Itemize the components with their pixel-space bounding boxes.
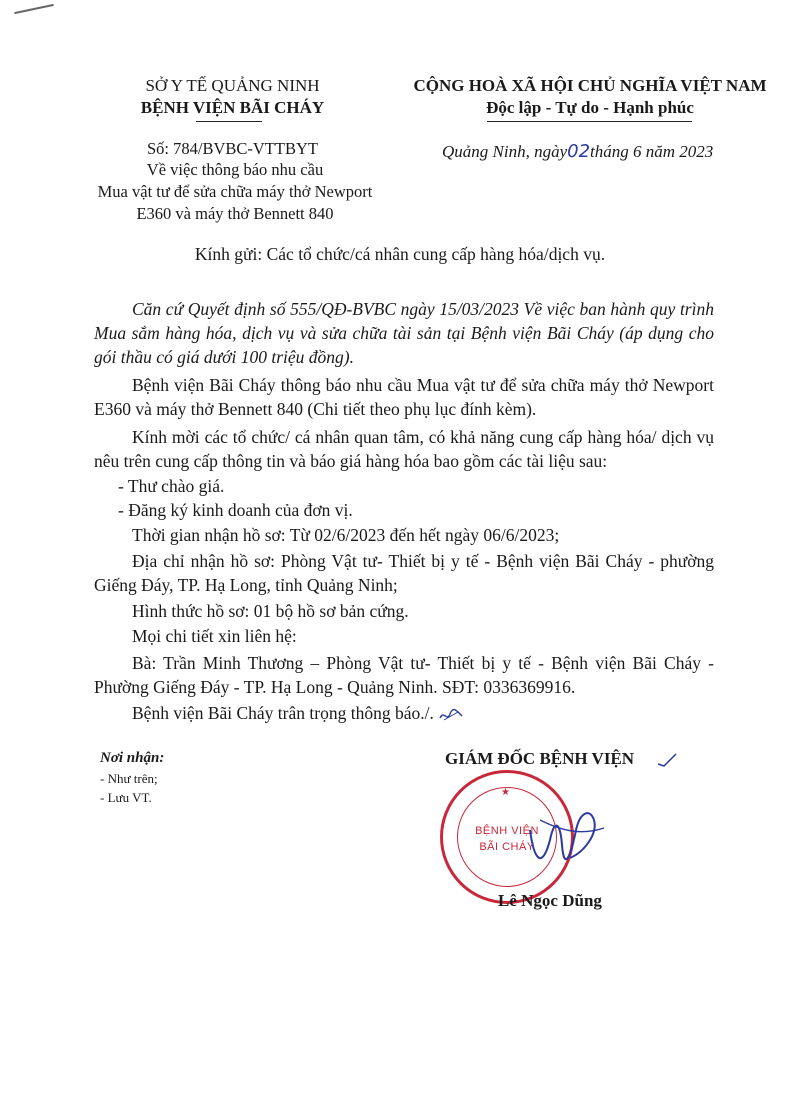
doc-number: Số: 784/BVBC-VTTBYT (147, 139, 318, 158)
nation-title: CỘNG HOÀ XÃ HỘI CHỦ NGHĨA VIỆT NAM (413, 76, 767, 95)
subject-line-2: Mua vật tư để sửa chữa máy thở Newport (97, 182, 373, 201)
signature-title: GIÁM ĐỐC BỆNH VIỆN (445, 749, 635, 768)
motto: Độc lập - Tự do - Hạnh phúc (486, 98, 694, 117)
basis-paragraph: Căn cứ Quyết định số 555/QĐ-BVBC ngày 15/03/2023 Về việc ban hành quy trình Mua sắm hàng hóa, dịch vụ và sửa chữa tài sản tại Bệnh viện Bãi Cháy (áp dụng cho gói thầu có giá dưới 100 triệu đồng). (94, 299, 714, 367)
signer-name: Lê Ngọc Dũng (498, 891, 602, 910)
salutation: Kính gửi: Các tổ chức/cá nhân cung cấp hàng hóa/dịch vụ. (194, 244, 606, 264)
contact-intro: Mọi chi tiết xin liên hệ: (132, 626, 297, 646)
contact-paragraph: Bà: Trần Minh Thương – Phòng Vật tư- Thiết bị y tế - Bệnh viện Bãi Cháy - Phường Giếng Đáy - TP. Hạ Long - Quảng Ninh. SĐT: 0336369916. (94, 653, 714, 697)
recipients-title: Nơi nhận: (100, 750, 165, 766)
recipients-line-2: - Lưu VT. (100, 790, 152, 805)
motto-underline (487, 121, 692, 122)
scan-mark (14, 4, 54, 14)
initials-scribble-icon (438, 706, 464, 724)
time-line: Thời gian nhận hồ sơ: Từ 02/6/2023 đến hết ngày 06/6/2023; (132, 525, 560, 545)
date-day: 02 (567, 141, 591, 162)
seal-line-1: BỆNH VIỆN (475, 825, 539, 837)
recipients-line-1: - Như trên; (100, 771, 158, 786)
org-name: BỆNH VIỆN BÃI CHÁY (140, 98, 325, 117)
invite-paragraph: Kính mời các tổ chức/ cá nhân quan tâm, có khả năng cung cấp hàng hóa/ dịch vụ nêu trên cung cấp thông tin và báo giá hàng hóa bao gồm các tài liệu sau: (94, 427, 714, 471)
address-paragraph: Địa chỉ nhận hồ sơ: Phòng Vật tư- Thiết bị y tế - Bệnh viện Bãi Cháy - phường Giếng Đáy, TP. Hạ Long, tỉnh Quảng Ninh; (94, 551, 714, 595)
date-line (442, 141, 772, 162)
handwritten-signature-icon (520, 800, 610, 890)
seal-star: ★ (501, 787, 510, 798)
org-parent: SỞ Y TẾ QUẢNG NINH (145, 76, 320, 95)
subject-line-1: Về việc thông báo nhu cầu (146, 160, 324, 179)
seal-line-2: BÃI CHÁY (479, 841, 535, 853)
date-suffix: tháng 6 năm 2023 (590, 142, 714, 161)
closing-line (94, 701, 714, 725)
document-item-1: - Thư chào giá. (118, 476, 225, 496)
signature-tick-icon (656, 752, 678, 770)
notice-paragraph: Bệnh viện Bãi Cháy thông báo nhu cầu Mua vật tư để sửa chữa máy thở Newport E360 và máy thở Bennett 840 (Chi tiết theo phụ lục đính kèm). (94, 375, 714, 419)
document-item-2: - Đăng ký kinh doanh của đơn vị. (118, 500, 353, 520)
date-prefix: Quảng Ninh, ngày (442, 142, 568, 161)
subject-line-3: E360 và máy thở Bennett 840 (136, 204, 334, 223)
closing-text: Bệnh viện Bãi Cháy trân trọng thông báo./. (132, 703, 434, 723)
org-underline (196, 121, 262, 122)
form-line: Hình thức hồ sơ: 01 bộ hồ sơ bản cứng. (132, 601, 409, 621)
